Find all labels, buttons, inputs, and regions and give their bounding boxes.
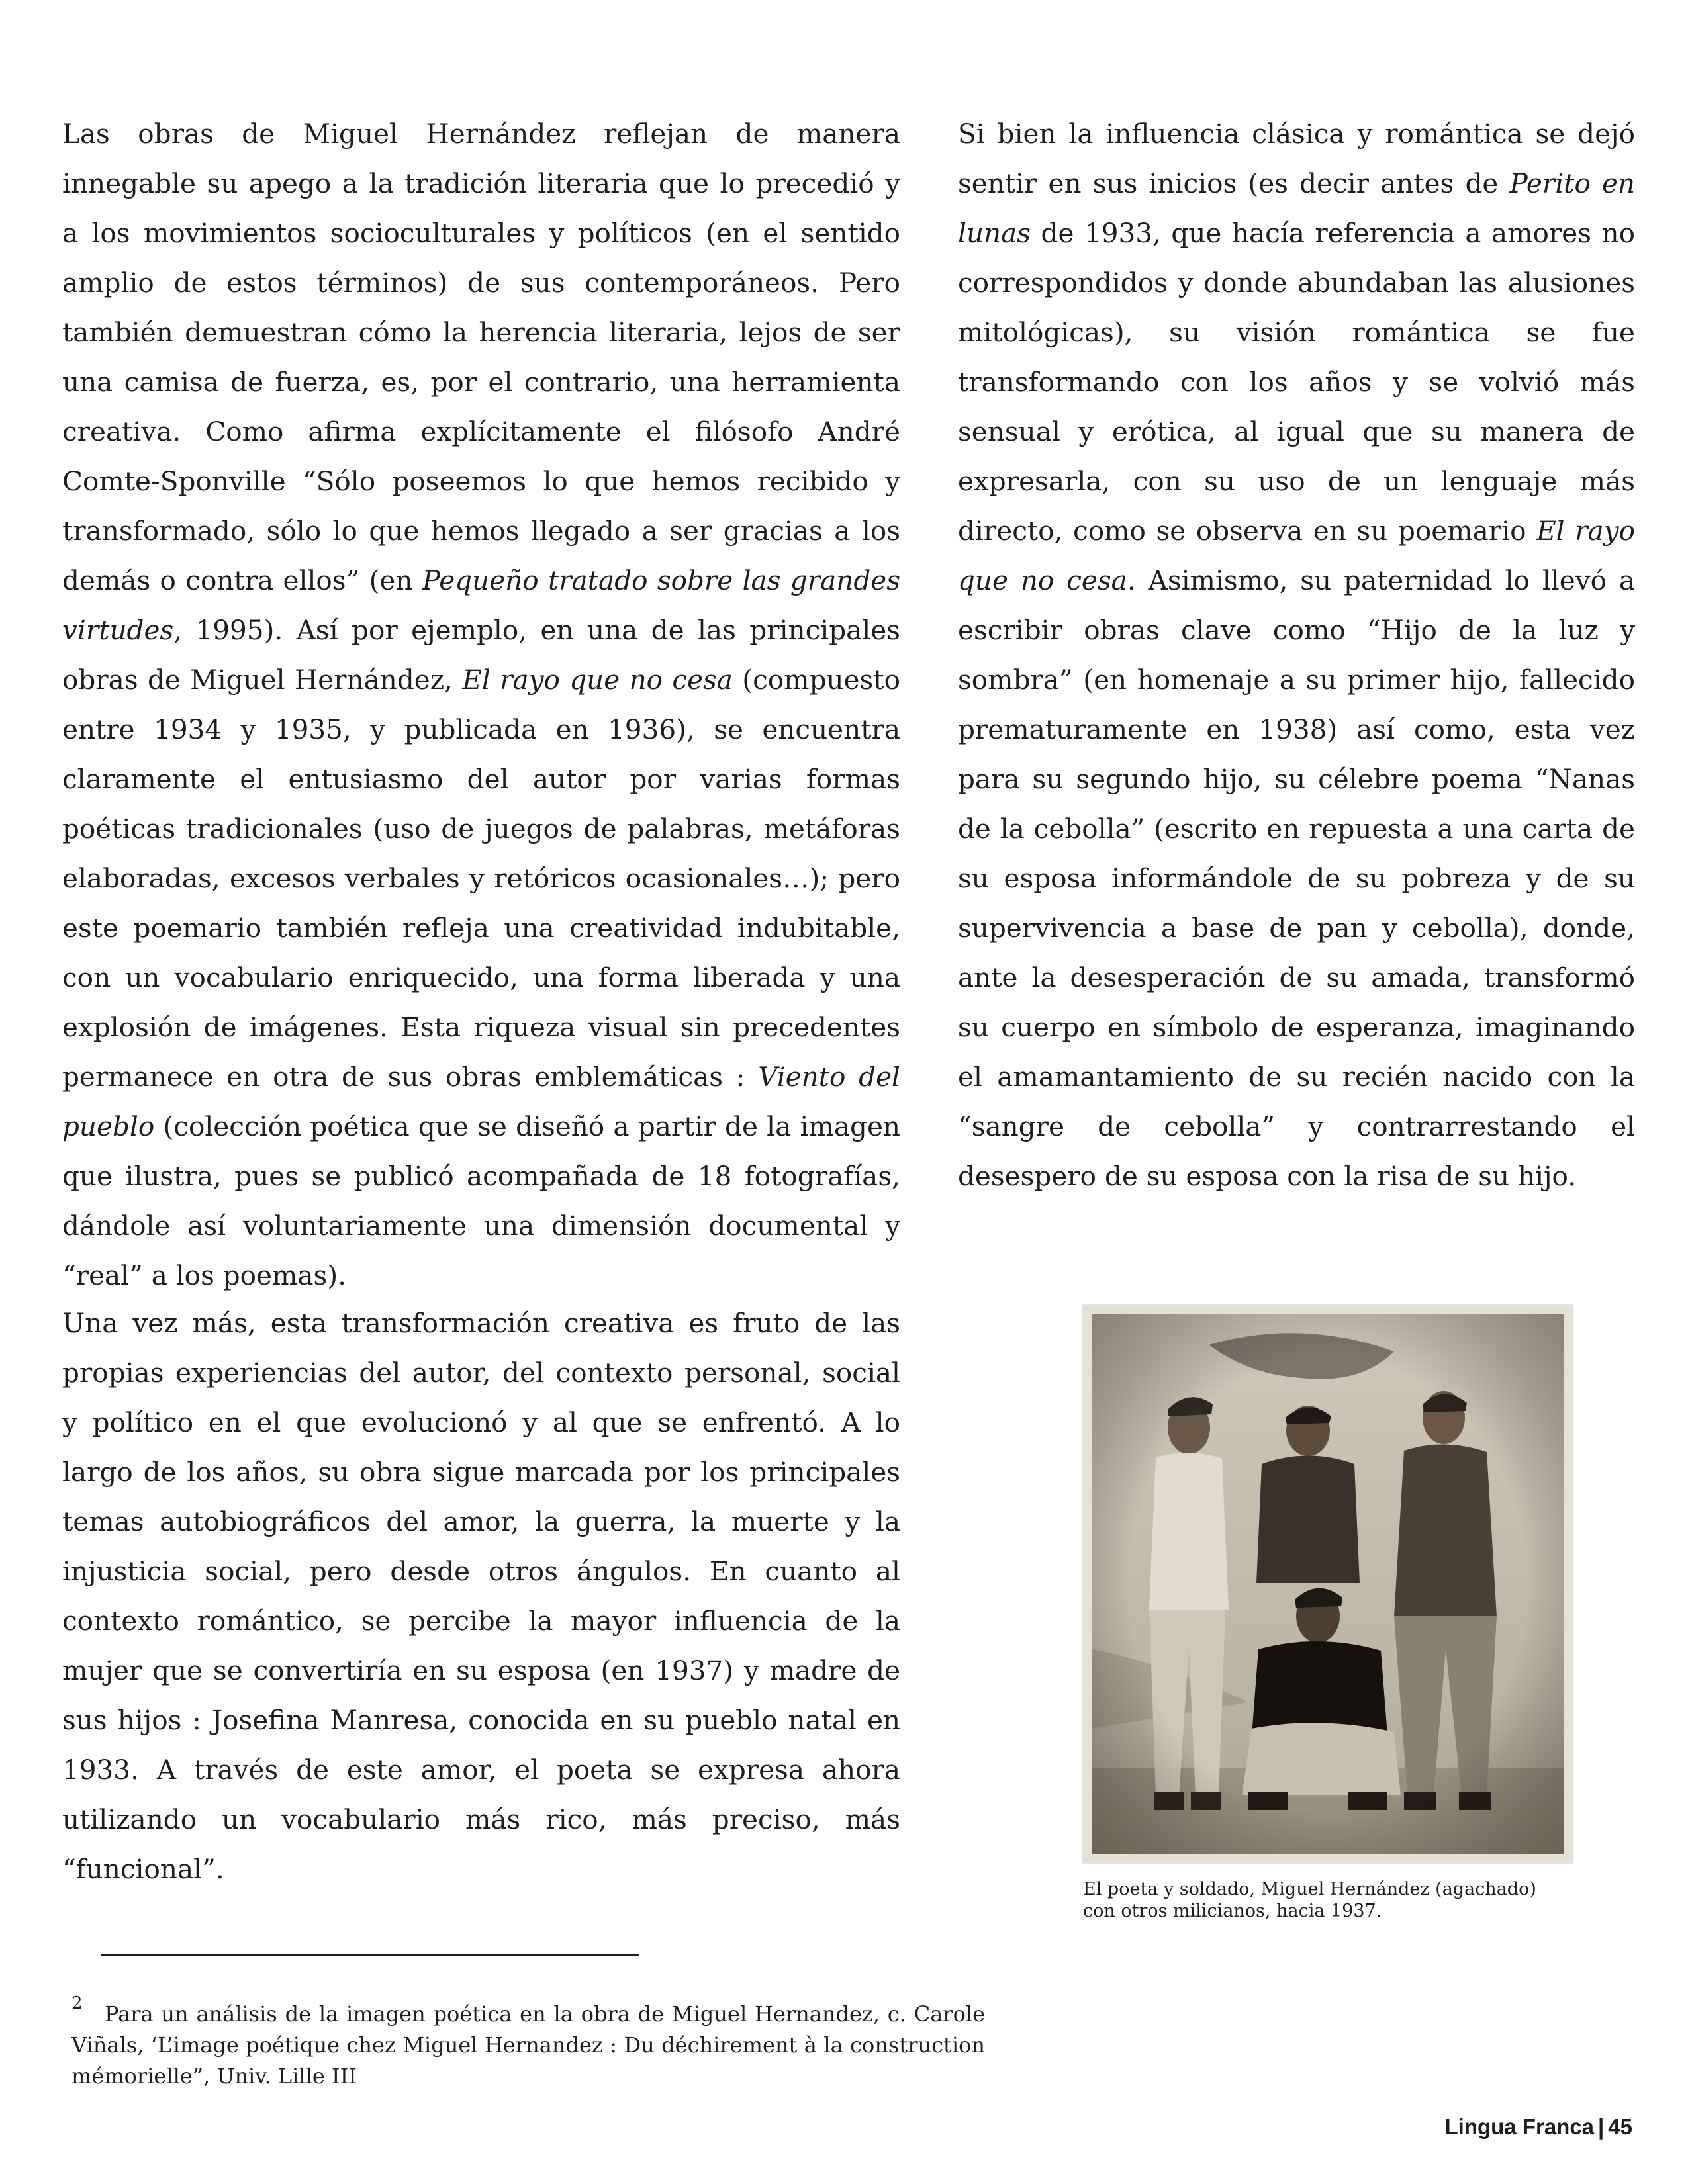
footnote-text: Para un análisis de la imagen poética en la obra de Miguel Hernandez, c. Carole Viñals, ‘L’image poétique chez Miguel Hernandez : Du déchirement à la construction mémorielle”, Univ. Lille III xyxy=(71,2001,985,2089)
publication-name: Lingua Franca xyxy=(1444,2115,1595,2139)
italic-title-text: Pequeño tratado sobre las grandes virtudes xyxy=(62,565,900,646)
text-run: de 1933, que hacía referencia a amores no correspondidos y donde abundaban las alusiones mitológicas), su visión romántica se fue transformando con los años y se volvió más sensual y erótica, al igual que su manera de expresarla, con su uso de un lenguaje más directo, como se observa en su poemario xyxy=(958,217,1635,547)
body-paragraph xyxy=(62,1298,900,1894)
photo-caption xyxy=(1083,1878,1586,1922)
text-run: (colección poética que se diseñó a partir de la imagen que ilustra, pues se publicó acompañada de 18 fotografías, dándole así voluntariamente una dimensión documental y “real” a los poemas). xyxy=(62,1111,900,1291)
caption-line: con otros milicianos, hacia 1937. xyxy=(1083,1901,1382,1921)
right-column-paragraph xyxy=(958,109,1635,1201)
page-footer xyxy=(1445,2115,1633,2140)
text-run: Una vez más, esta transformación creativa es fruto de las propias experiencias del autor, del contexto personal, social y político en el que evolucionó y al que se enfrentó. A lo largo de los años, su obra sigue marcada por los principales temas autobiográficos del amor, la guerra, la muerte y la injusticia social, pero desde otros ángulos. En cuanto al contexto romántico, se percibe la mayor influencia de la mujer que se convertiría en su esposa (en 1937) y madre de sus hijos : Josefina Manresa, conocida en su pueblo natal en 1933. A través de este amor, el poeta se expresa ahora utilizando un vocabulario más rico, más preciso, más “funcional”. xyxy=(62,1307,900,1885)
text-run: . Asimismo, su paternidad lo llevó a escribir obras clave como “Hijo de la luz y sombra” (en homenaje a su primer hijo, fallecido prematuramente en 1938) así como, esta vez para su segundo hijo, su célebre poema “Nanas de la cebolla” (escrito en repuesta a una carta de su esposa informándole de su pobreza y de su supervivencia a base de pan y cebolla), donde, ante la desesperación de su amada, transformó su cuerpo en símbolo de esperanza, imaginando el amamantamiento de su recién nacido con la “sangre de cebolla” y contrarrestando el desespero de su esposa con la risa de su hijo. xyxy=(958,565,1635,1192)
footer-separator: | xyxy=(1598,2115,1605,2139)
page-number: 45 xyxy=(1608,2115,1632,2139)
caption-line: El poeta y soldado, Miguel Hernández (agachado) xyxy=(1083,1879,1536,1899)
italic-title-text: Perito en lunas xyxy=(958,167,1636,249)
body-paragraph xyxy=(958,109,1635,1201)
text-run: Las obras de Miguel Hernández reflejan de manera innegable su apego a la tradición literaria que lo precedió y a los movimientos socioculturales y políticos (en el sentido amplio de estos términos) de sus contemporáneos. Pero también demuestran cómo la herencia literaria, lejos de ser una camisa de fuerza, es, por el contrario, una herramienta creativa. Como afirma explícitamente el filósofo André Comte-Sponville “Sólo poseemos lo que hemos recibido y transformado, sólo lo que hemos llegado a ser gracias a los demás o contra ellos” (en xyxy=(62,118,900,596)
left-column-paragraph-1 xyxy=(62,109,900,1300)
italic-title-text: Viento del pueblo xyxy=(62,1061,901,1142)
footnote xyxy=(71,1999,985,2092)
soldiers-photo-illustration xyxy=(1083,1305,1573,1863)
text-run: Si bien la influencia clásica y romántica se dejó sentir en sus inicios (es decir antes de xyxy=(958,118,1635,199)
text-run: (compuesto entre 1934 y 1935, y publicada en 1936), se encuentra claramente el entusiasmo del autor por varias formas poéticas tradicionales (uso de juegos de palabras, metáforas elaboradas, excesos verbales y retóricos ocasionales…); pero este poemario también refleja una creatividad indubitable, con un vocabulario enriquecido, una forma liberada y una explosión de imágenes. Esta riqueza visual sin precedentes permanece en otra de sus obras emblemáticas : xyxy=(62,664,900,1093)
italic-title-text: El rayo que no cesa xyxy=(958,515,1635,596)
body-paragraph xyxy=(62,109,900,1300)
text-run: , 1995). Así por ejemplo, en una de las principales obras de Miguel Hernández, xyxy=(62,614,900,696)
left-column-paragraph-2 xyxy=(62,1298,900,1894)
italic-title-text: El rayo que no cesa xyxy=(462,664,733,696)
historical-photograph xyxy=(1083,1305,1573,1863)
footnote-number: 2 xyxy=(71,1993,83,2013)
footnote-divider xyxy=(101,1954,639,1956)
